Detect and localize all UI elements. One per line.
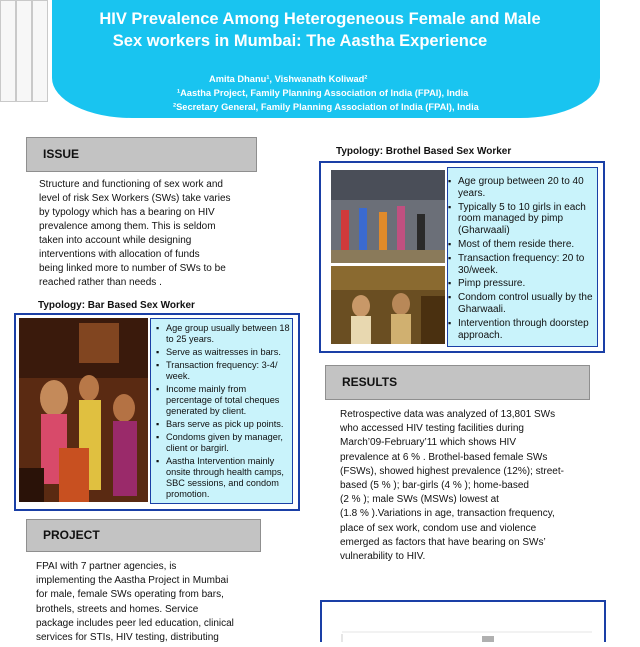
bar-bullet-list bbox=[156, 323, 290, 502]
bar-photo bbox=[19, 318, 148, 502]
project-heading-box bbox=[26, 519, 261, 552]
title-line-1: HIV Prevalence Among Heterogeneous Female and Male bbox=[99, 10, 541, 28]
brothel-bullet: ▪ Most of them reside there. bbox=[448, 239, 596, 251]
results-line: March’09-February’11 which shows HIV bbox=[340, 437, 516, 449]
issue-line: prevalence among them. This is seldom bbox=[39, 221, 216, 232]
project-line: package includes peer led education, clinical bbox=[36, 617, 234, 629]
author-block bbox=[165, 72, 525, 114]
bar-bullet: ▪ Bars serve as pick up points. bbox=[156, 419, 290, 430]
issue-line: by typology which has a bearing on HIV bbox=[39, 207, 215, 218]
brothel-bullet: ▪ Intervention through doorstep approach. bbox=[448, 318, 596, 342]
decor-tab-1 bbox=[0, 0, 16, 102]
author-names: Amita Dhanu¹, Vishwanath Koliwad² bbox=[209, 74, 368, 84]
results-line: vulnerability to HIV. bbox=[340, 551, 426, 563]
results-line: who accessed HIV testing facilities during bbox=[340, 423, 524, 435]
issue-text bbox=[39, 178, 279, 290]
results-line: (2 % ); male SWs (MSWs) lowest at bbox=[340, 494, 499, 506]
bar-bullet: ▪ Age group usually between 18 to 25 years. bbox=[156, 323, 290, 345]
title-line-2: Sex workers in Mumbai: The Aastha Experience bbox=[112, 32, 488, 50]
bar-bullet: ▪ Transaction frequency: 3-4/ week. bbox=[156, 360, 290, 382]
brothel-photo-street bbox=[331, 170, 445, 263]
project-line: for male, female SWs operating from bars, bbox=[36, 589, 224, 601]
results-line: Retrospective data was analyzed of 13,801 SWs bbox=[340, 409, 556, 420]
decor-tab-3 bbox=[32, 0, 48, 102]
results-line: place of sex work, condom use and violence bbox=[340, 522, 537, 534]
brothel-photo-room bbox=[331, 266, 445, 344]
results-line: based (5 % ); bar-girls (4 % ); home-based bbox=[340, 480, 529, 492]
results-heading-box bbox=[325, 365, 590, 400]
bar-bullet: ▪ Condoms given by manager, client or bargirl. bbox=[156, 432, 290, 454]
bar-bullet: ▪ Aastha Intervention mainly onsite through health camps, SBC sessions, and condom promotion. bbox=[156, 456, 290, 500]
brothel-typology-heading: Typology: Brothel Based Sex Worker bbox=[336, 146, 512, 157]
results-line: (FSWs), showed highest prevalence (12%); street- bbox=[340, 465, 564, 477]
project-text bbox=[36, 560, 286, 645]
results-line: emerged as factors that have bearing on SWs’ bbox=[340, 536, 546, 548]
results-chart-panel bbox=[320, 600, 606, 642]
results-line: prevalence at 6 % . Brothel-based female SWs bbox=[340, 451, 548, 463]
bar-bullet: ▪ Serve as waitresses in bars. bbox=[156, 347, 290, 358]
issue-line: Structure and functioning of sex work and bbox=[39, 179, 223, 190]
bar-bullet: ▪ Income mainly from percentage of total cheques generated by client. bbox=[156, 384, 290, 417]
results-heading: RESULTS bbox=[342, 375, 398, 389]
results-line: (1.8 % ).Variations in age, transaction frequency, bbox=[340, 508, 555, 520]
brothel-bullet: ▪ Pimp pressure. bbox=[448, 278, 596, 290]
affiliation-1: ¹Aastha Project, Family Planning Association of India (FPAI), India bbox=[177, 88, 469, 98]
brothel-bullet: ▪ Typically 5 to 10 girls in each room managed by pimp (Gharwaali) bbox=[448, 202, 596, 237]
brothel-bullet: ▪ Condom control usually by the Gharwaali. bbox=[448, 292, 596, 316]
issue-line: interventions with allocation of funds bbox=[39, 249, 200, 260]
results-text bbox=[340, 408, 602, 564]
brothel-bullet-list bbox=[448, 176, 596, 343]
issue-line: being linked more to number of SWs to be bbox=[39, 263, 226, 274]
project-line: FPAI with 7 partner agencies, is bbox=[36, 561, 177, 572]
affiliation-2: ²Secretary General, Family Planning Association of India (FPAI), India bbox=[173, 102, 479, 112]
issue-line: reached rather than needs . bbox=[39, 277, 162, 288]
project-line: brothels, streets and homes. Service bbox=[36, 603, 199, 615]
project-line: implementing the Aastha Project in Mumbai bbox=[36, 575, 229, 587]
bar-typology-heading: Typology: Bar Based Sex Worker bbox=[38, 300, 195, 311]
issue-heading: ISSUE bbox=[43, 147, 80, 161]
issue-line: taken into account while designing bbox=[39, 235, 192, 246]
brothel-bullet: ▪ Transaction frequency: 20 to 30/week. bbox=[448, 253, 596, 277]
decor-tab-2 bbox=[16, 0, 32, 102]
issue-heading-box bbox=[26, 137, 257, 172]
project-heading: PROJECT bbox=[43, 528, 100, 542]
poster-title bbox=[60, 8, 580, 52]
issue-line: level of risk Sex Workers (SWs) take varies bbox=[39, 193, 231, 204]
chart-fragment bbox=[322, 602, 604, 642]
brothel-bullet: ▪ Age group between 20 to 40 years. bbox=[448, 176, 596, 200]
project-line: services for STIs, HIV testing, distributing bbox=[36, 632, 219, 644]
